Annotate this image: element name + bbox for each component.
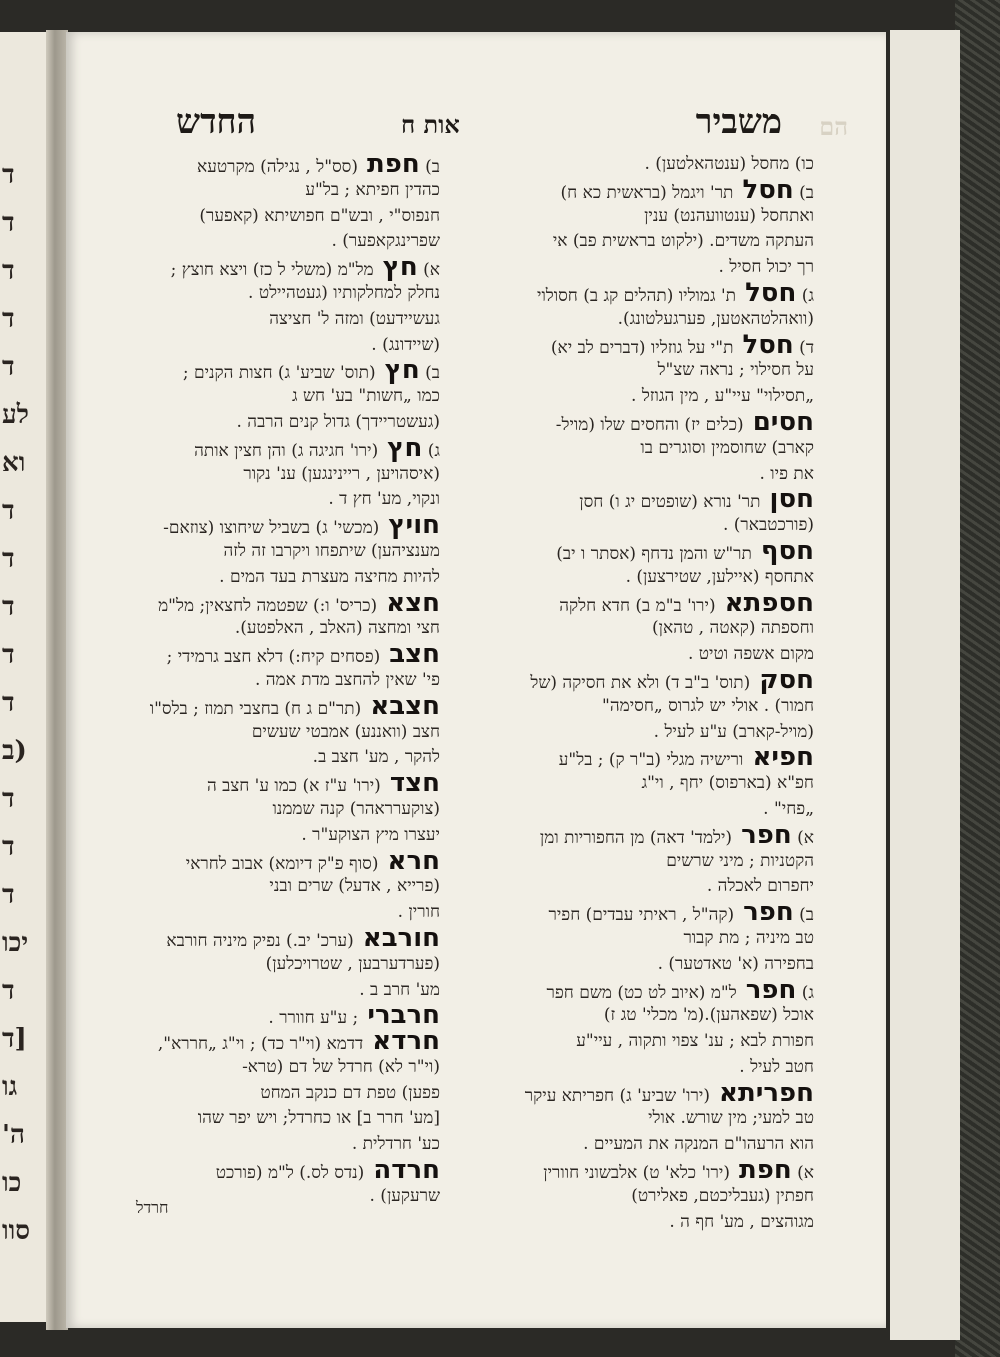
entry-line bbox=[444, 152, 814, 178]
entry-text: (צוקערראהר) קנה שממנו bbox=[272, 798, 440, 819]
entry-text: געשיידעט) ומזה ל' חציצה bbox=[269, 308, 440, 329]
ghost-header: הם bbox=[819, 112, 848, 141]
entry-text: חפורת לבא ; ענ' צפוי ותקוה , עיי"ע bbox=[576, 1031, 814, 1052]
entry-text: (מכשי' ג) בשביל שיחוצו (צוזאם- bbox=[163, 518, 380, 539]
headword: חצד bbox=[380, 771, 440, 797]
entry-text: ונקוי, מע' חץ ד . bbox=[328, 489, 440, 510]
entry-line bbox=[70, 462, 440, 488]
entry-line bbox=[444, 591, 814, 617]
headword: חסף bbox=[751, 538, 814, 565]
entry-text: כו) מחסל (ענטהאלטען) . bbox=[644, 154, 814, 174]
entry-text: מקום אשפה וטיט . bbox=[687, 644, 814, 665]
header-left-title: החדש bbox=[176, 102, 257, 142]
entry-line bbox=[70, 849, 440, 875]
entry-text: נחלק למחלקותיו (געטהיילט . bbox=[248, 282, 440, 303]
entry-line bbox=[444, 745, 814, 771]
entry-text: שרעקען) . bbox=[369, 1185, 440, 1206]
entry-text: תר"ש והמן נדחף (אסתר ו יב) bbox=[556, 543, 752, 564]
header-right-title: משביר bbox=[695, 102, 782, 142]
entry-line bbox=[444, 513, 814, 539]
entry-line bbox=[444, 307, 814, 333]
entry-line bbox=[444, 333, 814, 359]
entry-text: ורישיה מגלי (ב"ר ק) ; בל"ע bbox=[558, 750, 744, 771]
entry-number: ג) bbox=[796, 982, 814, 1003]
entry-line bbox=[444, 771, 814, 797]
dictionary-page bbox=[66, 32, 886, 1328]
entry-text: (פרייא , אדעל) שרים ובני bbox=[269, 876, 440, 897]
entry-text: פי' שאין להחצב מדת אמה . bbox=[254, 669, 440, 690]
entry-line bbox=[444, 565, 814, 591]
left-page-glyph: ד bbox=[2, 352, 15, 382]
entry-text: (תוס' ב"ב ד) ולא את חסיקה (של bbox=[530, 672, 751, 693]
entry-text: מגוהצים , מע' חף ה . bbox=[669, 1211, 814, 1232]
entry-line bbox=[444, 978, 814, 1004]
entry-text: אוכל (שפאהען).(מ' מכלי' טג ז) bbox=[603, 1005, 814, 1026]
entry-line bbox=[70, 358, 440, 384]
entry-text: חפתין (געבליכטם, פאלירט) bbox=[631, 1185, 814, 1206]
catchword: חרדל bbox=[136, 1198, 169, 1217]
entry-line bbox=[70, 771, 440, 797]
entry-number: ג) bbox=[796, 285, 814, 306]
entry-text: להיות מחיצה מעצרת בעד המים . bbox=[219, 566, 440, 587]
headword: חספתא bbox=[715, 590, 814, 617]
entry-line bbox=[444, 384, 814, 410]
entry-line bbox=[444, 1106, 814, 1132]
entry-line bbox=[444, 1184, 814, 1210]
entry-line bbox=[70, 642, 440, 668]
headword: חסל bbox=[733, 332, 794, 359]
entry-text: (ערכ' יב.) נפיק מיניה חורבא bbox=[166, 930, 354, 951]
entry-line bbox=[70, 978, 440, 1004]
headword: חסק bbox=[750, 667, 814, 694]
entry-line bbox=[70, 281, 440, 307]
left-page-glyph: ד bbox=[2, 304, 15, 334]
entry-text: יחפרום לאכלה . bbox=[706, 876, 814, 897]
entry-text: חצב (וואננע) אמבטי שעשים bbox=[251, 721, 440, 742]
headword: חצב bbox=[380, 642, 440, 668]
left-page-glyph: ד bbox=[2, 544, 15, 574]
headword: חפר bbox=[734, 900, 794, 926]
entry-line bbox=[70, 591, 440, 617]
entry-line bbox=[70, 668, 440, 694]
entry-text: קארב) שחוסמין וסוגרים בו bbox=[640, 437, 814, 458]
entry-text: כהדין חפיתא ; בל"ע bbox=[305, 179, 440, 200]
entry-text: מענציהען) שיתפחו ויקרבו זה לזה bbox=[223, 540, 440, 561]
entry-line bbox=[70, 333, 440, 359]
entry-line bbox=[444, 255, 814, 281]
entry-text: רך יכול חסיל . bbox=[718, 257, 814, 278]
entry-line bbox=[70, 204, 440, 230]
entry-line bbox=[444, 616, 814, 642]
entry-line bbox=[70, 1081, 440, 1107]
entry-line bbox=[444, 1210, 814, 1236]
entry-line bbox=[444, 1055, 814, 1081]
entry-text: הקטניות ; מיני שרשים bbox=[666, 850, 814, 871]
left-page-glyph: ד bbox=[2, 160, 15, 190]
entry-text: חפ"א (בארפוס) יחף , וי"ג bbox=[641, 773, 814, 794]
left-page-glyph: ד bbox=[2, 592, 15, 622]
entry-line bbox=[70, 255, 440, 281]
entry-text: מל"מ (משלי ל כז) ויצא חוצץ ; bbox=[170, 260, 374, 281]
entry-line bbox=[444, 874, 814, 900]
entry-text: (תר"ם ג ח) בחצבי תמוז ; בלס"ו bbox=[149, 698, 362, 719]
entry-text: (ירו' ב"מ ב) חדא חלקה bbox=[559, 595, 716, 616]
headword: חרא bbox=[378, 848, 440, 875]
entry-line bbox=[70, 384, 440, 410]
entry-line bbox=[444, 462, 814, 488]
entry-text: (ירו' כלא' ט) אלבשוני חוורין bbox=[543, 1163, 730, 1184]
entry-text: תר' נורא (שופטים יג ו) חסן bbox=[579, 492, 761, 513]
entry-text: (ילמד' דאה) מן החפוריות ומן bbox=[539, 827, 733, 848]
entry-line bbox=[70, 539, 440, 565]
entry-line bbox=[70, 900, 440, 926]
left-page-glyph: ד bbox=[2, 832, 15, 862]
entry-text: חטב לעיל . bbox=[739, 1056, 814, 1077]
headword: חרברי bbox=[358, 1003, 440, 1030]
entry-line bbox=[70, 616, 440, 642]
running-header bbox=[66, 102, 886, 152]
headword: חץ bbox=[375, 358, 420, 385]
entry-line bbox=[70, 1132, 440, 1158]
entry-line bbox=[444, 823, 814, 849]
entry-line bbox=[70, 436, 440, 462]
headword: חויץ bbox=[379, 513, 440, 539]
entry-text: מע' חרב ב . bbox=[359, 979, 440, 1000]
left-page-glyph: כו bbox=[2, 1168, 22, 1198]
headword: חסל bbox=[733, 177, 794, 204]
entry-line bbox=[70, 745, 440, 771]
left-page-glyph: ד bbox=[2, 784, 15, 814]
entry-text: כע' חרדלית . bbox=[351, 1134, 440, 1155]
entry-text: את פיו . bbox=[759, 463, 814, 484]
entry-text: (וואהלטהאטען, פערגעלטונג). bbox=[617, 308, 814, 329]
headword: חפר bbox=[732, 822, 792, 849]
entry-text: וחספתה (קאטה , טהאן) bbox=[652, 618, 814, 639]
entry-text: ת"י על גוזליו (דברים לב יא) bbox=[550, 337, 734, 358]
entry-text: טב מיניה ; מת קבור bbox=[683, 927, 814, 948]
headword: חפת bbox=[357, 152, 420, 178]
headword: חפת bbox=[729, 1158, 792, 1184]
entry-number: ג) bbox=[422, 440, 440, 461]
entry-text: ; ע"ע חוורר . bbox=[268, 1008, 359, 1029]
entry-line bbox=[444, 797, 814, 823]
entry-text: (פערדערבען , שטרויכלען) bbox=[265, 953, 440, 974]
entry-line bbox=[444, 694, 814, 720]
left-page-glyph: ד bbox=[2, 880, 15, 910]
entry-text: להקר , מע' חצב ב. bbox=[312, 747, 440, 768]
entry-text: (וי"ר לא) חרדל של דם (טרא- bbox=[242, 1056, 440, 1077]
headword: חץ bbox=[378, 435, 423, 462]
entry-line bbox=[70, 694, 440, 720]
entry-line bbox=[444, 642, 814, 668]
headword: חורבא bbox=[353, 925, 440, 952]
entry-text: (ירו' ע"ז א) כמו ע' חצב ה bbox=[206, 776, 381, 797]
entry-text: (מויל-קארב) ע"ע לעיל . bbox=[653, 721, 814, 742]
entry-text: „פחי" . bbox=[763, 798, 814, 819]
entry-text: הוא הרעהו"ם המנקה את המעיים . bbox=[583, 1134, 814, 1155]
entry-text: (שיידונג) . bbox=[371, 334, 440, 355]
left-page-glyph: ה' bbox=[2, 1120, 25, 1150]
entry-line bbox=[70, 1029, 440, 1055]
entry-text: (סוף פ"ק דיומא) אבוב לחראי bbox=[185, 853, 379, 874]
entry-line bbox=[444, 178, 814, 204]
entry-line bbox=[444, 668, 814, 694]
entry-line bbox=[70, 1184, 440, 1210]
left-page-glyph: ד bbox=[2, 496, 15, 526]
entry-text: כמו „חשות" בע' חש ג bbox=[292, 386, 440, 407]
entry-line bbox=[70, 1158, 440, 1184]
entry-line bbox=[444, 1003, 814, 1029]
left-page-glyph: וא bbox=[2, 448, 26, 478]
entry-text: חנפוס"י , ובש"ם חפושיתא (קאפער) bbox=[199, 205, 440, 226]
entry-line bbox=[444, 1081, 814, 1107]
entry-line bbox=[444, 900, 814, 926]
entry-text: (תוס' שביע' ג) חצות הקנים ; bbox=[182, 363, 376, 384]
entry-text: (כלים יז) והחסים שלו (מויל- bbox=[555, 414, 744, 435]
entry-line bbox=[70, 178, 440, 204]
entry-text: (נדס לס.) ל"מ (פורכט bbox=[215, 1163, 365, 1184]
left-page-glyph: סוו bbox=[2, 1216, 31, 1246]
entry-line bbox=[70, 152, 440, 178]
entry-text: ל"מ (איוב לט כט) משם חפר bbox=[546, 982, 737, 1003]
entry-line bbox=[70, 1055, 440, 1081]
entry-line bbox=[444, 281, 814, 307]
left-page-glyph: ד bbox=[2, 976, 15, 1006]
headword: חפריתא bbox=[709, 1080, 814, 1107]
entry-line bbox=[444, 539, 814, 565]
entry-number: ב) bbox=[793, 182, 814, 203]
entry-number: ב) bbox=[419, 157, 440, 177]
entry-text: (איסהויען , ריינינגען) ענ' נקור bbox=[243, 463, 440, 484]
entry-line bbox=[70, 513, 440, 539]
entry-line bbox=[70, 410, 440, 436]
entry-text: [מע' חרר ב] או כחרדל; ויש יפר שהו bbox=[197, 1108, 440, 1129]
entry-text: (ירו' חגיגה ג) והן חצין אותה bbox=[194, 440, 379, 461]
entry-line bbox=[444, 229, 814, 255]
headword: חסן bbox=[760, 487, 814, 514]
entry-number: א) bbox=[791, 1163, 814, 1184]
entry-text: על חסילוי ; נראה שצ"ל bbox=[657, 360, 814, 381]
entry-text: חורין . bbox=[397, 902, 440, 923]
entry-line bbox=[70, 565, 440, 591]
entry-line bbox=[70, 874, 440, 900]
book-gutter bbox=[46, 30, 68, 1330]
backboard bbox=[890, 30, 960, 1340]
left-page-glyph: ד bbox=[2, 256, 15, 286]
entry-line bbox=[444, 720, 814, 746]
entry-line bbox=[70, 952, 440, 978]
left-page-glyph: ד bbox=[2, 208, 15, 238]
entry-line bbox=[444, 926, 814, 952]
entry-number: א) bbox=[417, 260, 440, 281]
entry-text: תר' ויגמל (בראשית כא ח) bbox=[560, 182, 734, 203]
entry-text: „תסילוי" עיי"ע , מין הגוזל . bbox=[631, 386, 814, 407]
entry-text: יעצרו מיץ הצוקע"ר . bbox=[301, 824, 440, 845]
entry-line bbox=[444, 1029, 814, 1055]
headword: חצבא bbox=[361, 693, 440, 720]
entry-number: ב) bbox=[419, 363, 440, 384]
entry-text: חצי ומחצה (האלב , האלפטע). bbox=[234, 618, 440, 639]
headword: חסל bbox=[736, 280, 797, 307]
entry-text: בחפירה (א' טאדטער) . bbox=[657, 953, 814, 974]
entry-number: ב) bbox=[793, 905, 814, 926]
entry-text: ואתחסל (ענטוועהנט) ענין bbox=[644, 205, 814, 226]
entry-text: ת' גמוליו (תהלים קג ב) חסולוי bbox=[536, 285, 737, 306]
entry-line bbox=[70, 926, 440, 952]
entry-line bbox=[444, 410, 814, 436]
entry-text: (סס"ל , נגילה) מקרטעא bbox=[197, 157, 358, 177]
entry-text: טב למעי; מין שורש. אולי bbox=[648, 1108, 814, 1129]
entry-text: העתקה משדים. (ילקוט בראשית פב) אי bbox=[552, 231, 814, 252]
entry-text: (ירו' שביע' ג) חפריתא עיקר bbox=[524, 1085, 710, 1106]
headword: חפיא bbox=[743, 745, 814, 772]
left-column bbox=[70, 152, 440, 1210]
headword: חרדה bbox=[364, 1158, 440, 1184]
entry-line bbox=[444, 436, 814, 462]
entry-text: (פורכטבאר) . bbox=[722, 515, 814, 536]
entry-line bbox=[444, 358, 814, 384]
entry-text: (קה"ל , ראיתי עבדים) חפיר bbox=[548, 905, 735, 926]
entry-text: שפרינגקאפער) . bbox=[331, 231, 440, 252]
left-page-glyph: ד bbox=[2, 688, 15, 718]
entry-line bbox=[70, 1003, 440, 1029]
entry-text: (געשטריידך) גדול קנים הרבה . bbox=[236, 411, 440, 432]
entry-text: אתחסף (איילען, שטירצען) . bbox=[625, 566, 814, 587]
left-page-glyph: יכו bbox=[2, 928, 29, 958]
headword: חסים bbox=[743, 409, 814, 436]
headword: חצא bbox=[377, 590, 440, 617]
headword: חפר bbox=[736, 977, 797, 1004]
entry-text: דדמא (וי"ר כד) ; וי"ג „חררא", bbox=[157, 1034, 364, 1055]
entry-line bbox=[70, 720, 440, 746]
header-center-title: אות ח bbox=[401, 110, 460, 139]
right-column bbox=[444, 152, 814, 1235]
entry-text: פפען) טפת דם כנקב המחט bbox=[260, 1082, 440, 1103]
left-page-glyph: גו bbox=[2, 1072, 18, 1102]
entry-line bbox=[70, 229, 440, 255]
entry-text: חמור) . אולי יש לגרוס „חסימה" bbox=[602, 695, 814, 716]
left-page-glyph: (ב bbox=[2, 736, 27, 766]
entry-line bbox=[444, 1132, 814, 1158]
entry-number: ד) bbox=[793, 337, 814, 358]
entry-line bbox=[70, 797, 440, 823]
entry-line bbox=[70, 823, 440, 849]
entry-line bbox=[444, 849, 814, 875]
left-page-glyph: ד bbox=[2, 640, 15, 670]
book-cover bbox=[955, 0, 1000, 1357]
entry-line bbox=[444, 204, 814, 230]
entry-line bbox=[444, 487, 814, 513]
left-page-glyph: [ד bbox=[2, 1024, 27, 1054]
entry-text: (כריס' ו:) שפטמה לחצאין; מל"מ bbox=[158, 595, 378, 616]
entry-text: (פסחים קיח:) דלא חצב גרמידי ; bbox=[166, 647, 381, 668]
entry-line bbox=[70, 307, 440, 333]
entry-number: א) bbox=[791, 827, 814, 848]
entry-line bbox=[444, 952, 814, 978]
entry-line bbox=[70, 1106, 440, 1132]
entry-line bbox=[444, 1158, 814, 1184]
headword: חץ bbox=[373, 255, 418, 281]
entry-line bbox=[70, 487, 440, 513]
headword: חרדא bbox=[363, 1029, 440, 1055]
left-page-glyph: לע bbox=[2, 400, 29, 430]
